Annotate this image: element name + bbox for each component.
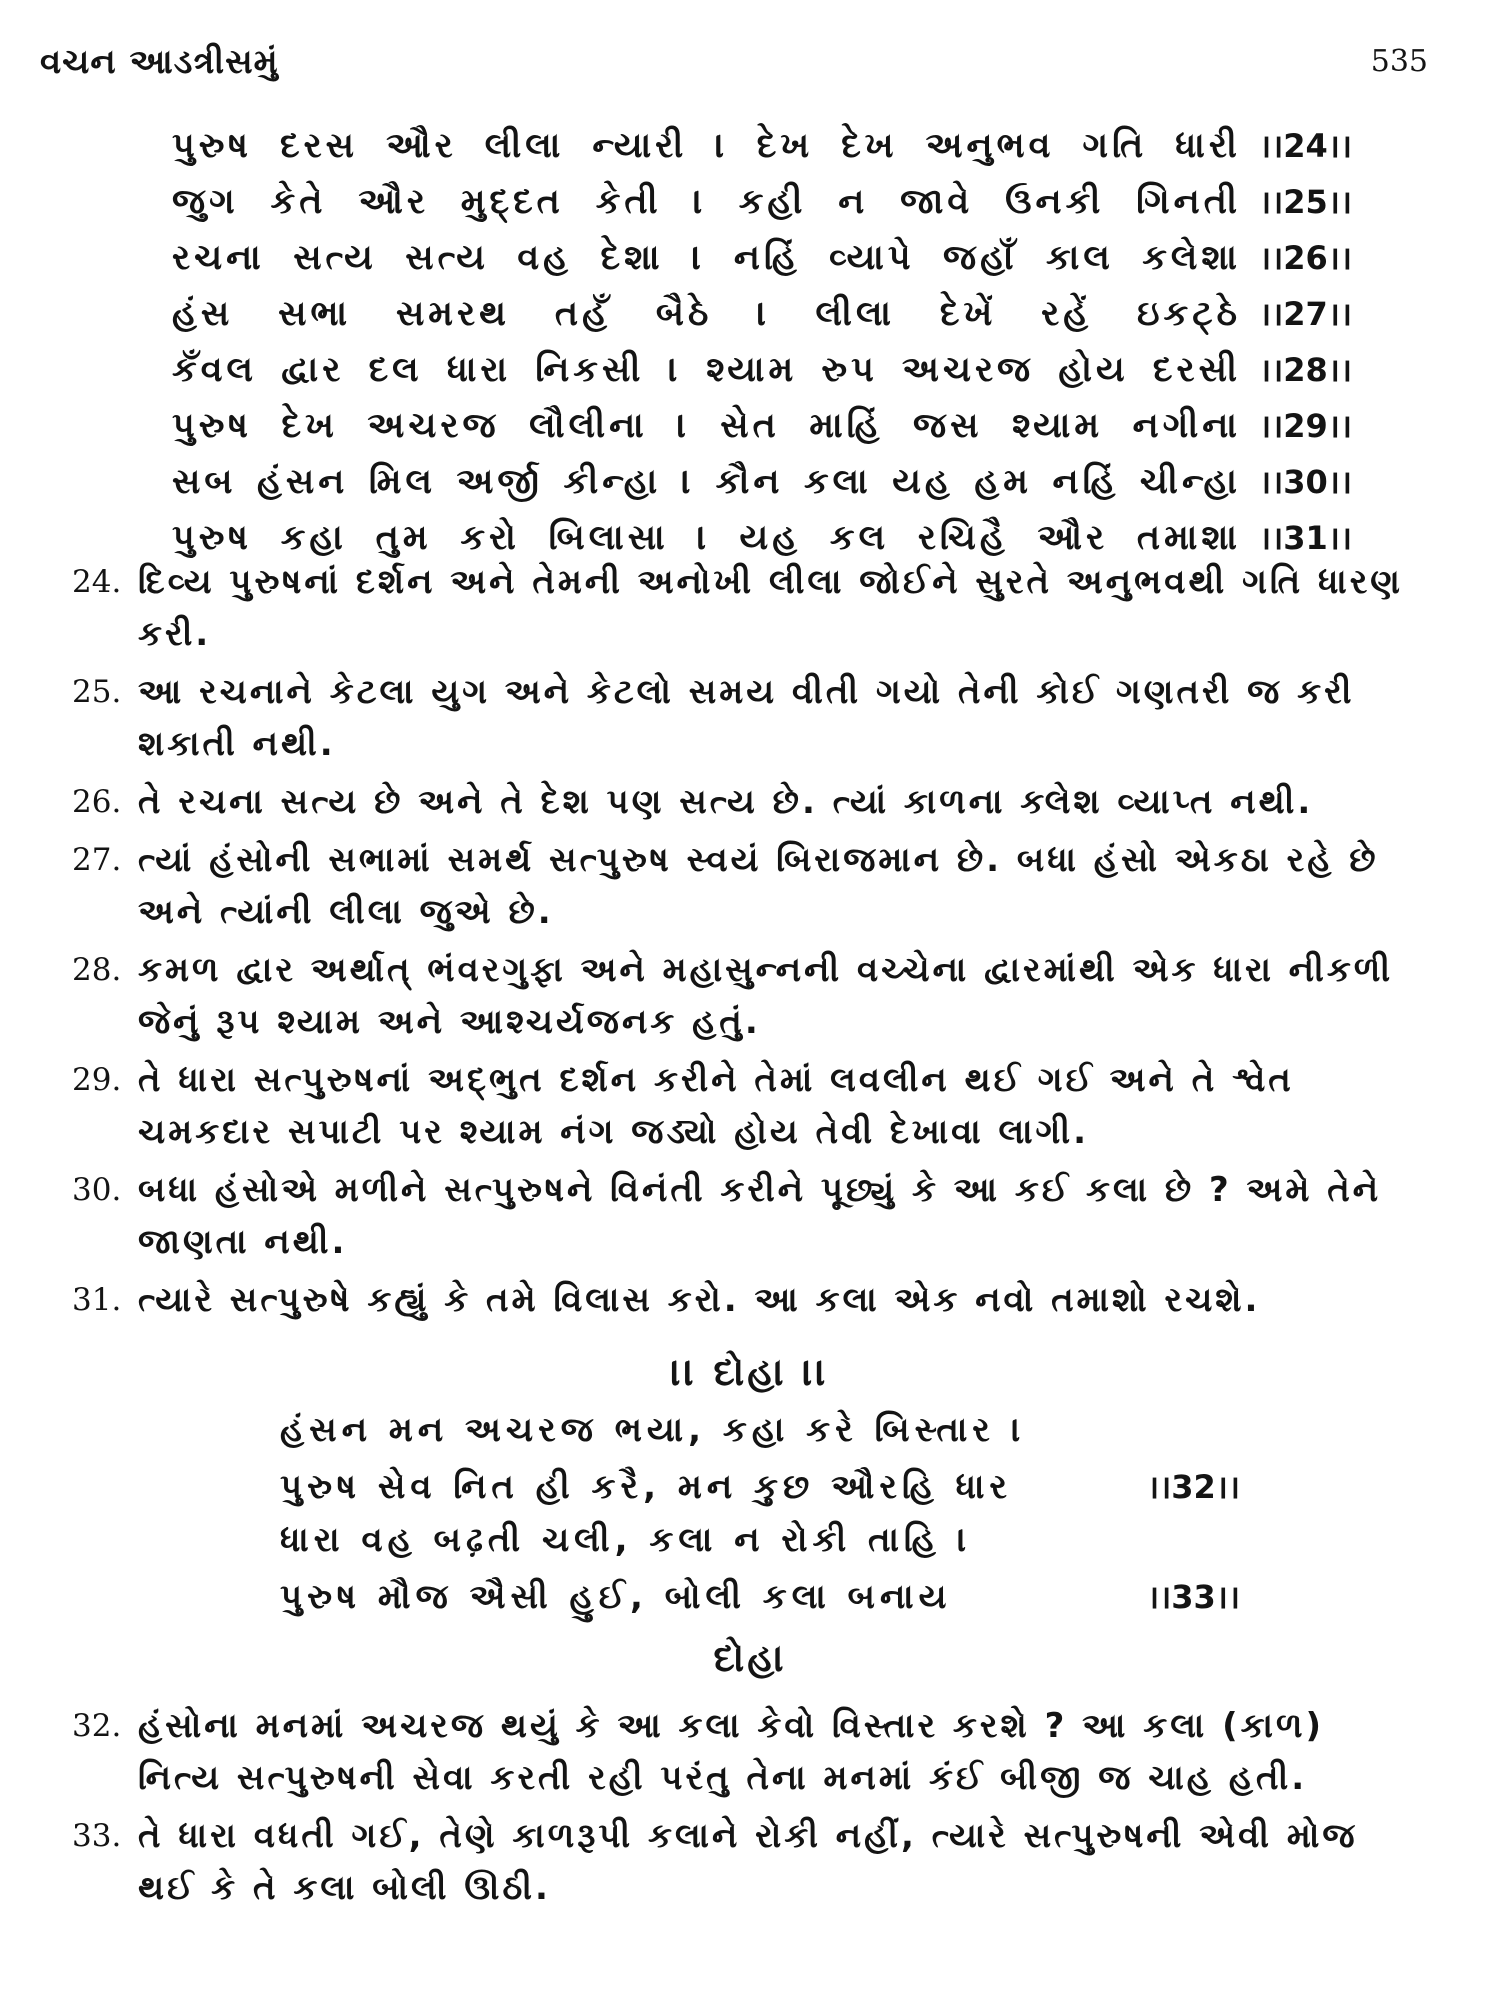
verse-text: જુગ કેતે ઔર મુદ્દત કેતી । કહી ન જાવે ઉનકી ગિનતી: [172, 182, 1241, 222]
explanation-text: તે ધારા સત્પુરુષનાં અદ્‌ભુત દર્શન કરીને તેમાં લવલીન થઈ ગઈ અને તે શ્વેત ચમકદાર સપાટી પર શ્યામ નંગ જડ્યો હોય તેવી દેખાવા લાગી.: [138, 1060, 1294, 1152]
verse-line: [172, 460, 1352, 516]
explanation-number: 25.: [72, 674, 122, 710]
explanation-number: 32.: [72, 1708, 122, 1744]
page-number: 535: [1370, 44, 1428, 79]
verse-text: પુરુષ કહા તુમ કરો બિલાસા । યહ કલ રચિહૈ ઔર તમાશા: [172, 518, 1241, 558]
verse-line: [172, 348, 1352, 404]
verse-number: ।।29।।: [1258, 407, 1352, 445]
explanation-number: 28.: [72, 952, 122, 988]
explanation-item: [72, 556, 1422, 660]
verse-text: કઁવલ દ્વાર દલ ધારા નિકસી । શ્યામ રુપ અચરજ હોય દરસી: [172, 350, 1241, 390]
explanation-item: [72, 666, 1422, 770]
explanation-text: હંસોના મનમાં અચરજ થયું કે આ કલા કેવો વિસ્તાર કરશે ? આ કલા (કાળ) નિત્ય સત્પુરુષની સેવા કરતી રહી પરંતુ તેના મનમાં કંઈ બીજી જ ચાહ હતી.: [138, 1706, 1325, 1798]
verse-number: ।।25।।: [1258, 183, 1352, 221]
verse-text: પુરુષ દેખ અચરજ લૌલીના । સેત માહિં જસ શ્યામ નગીના: [172, 406, 1241, 446]
verse-number: ।।24।।: [1258, 127, 1352, 165]
explanation-number: 27.: [72, 842, 122, 878]
verse-number: ।।30।।: [1258, 463, 1352, 501]
explanation-text: ત્યાં હંસોની સભામાં સમર્થ સત્પુરુષ સ્વયં બિરાજમાન છે. બધા હંસો એકઠા રહે છે અને ત્યાંની લીલા જુએ છે.: [138, 840, 1379, 932]
explanation-text: દિવ્ય પુરુષનાં દર્શન અને તેમની અનોખી લીલા જોઈને સુરતે અનુભવથી ગતિ ધારણ કરી.: [138, 562, 1403, 654]
explanation-number: 31.: [72, 1282, 122, 1318]
running-header: વચન આડત્રીસમું: [40, 42, 279, 82]
verse-text: હંસ સભા સમરથ તહઁ બૈઠે । લીલા દેખેં રહેં ઇકટ્ઠે: [172, 294, 1241, 334]
verse-line: [172, 292, 1352, 348]
doha-line: [280, 1520, 1240, 1575]
explanation-item: [72, 1700, 1422, 1804]
explanations-24-31: [72, 556, 1422, 1332]
explanation-number: 24.: [72, 564, 122, 600]
explanation-item: [72, 1810, 1422, 1914]
doha-line: [280, 1465, 1240, 1520]
explanation-item: [72, 834, 1422, 938]
doha-number: ।।33।।: [1146, 1578, 1240, 1616]
verse-line: [172, 124, 1352, 180]
verse-line: [172, 180, 1352, 236]
explanation-item: [72, 1054, 1422, 1158]
explanation-text: તે ધારા વધતી ગઈ, તેણે કાળરૂપી કલાને રોકી નહીં, ત્યારે સત્પુરુષની એવી મોજ થઈ કે તે કલા બોલી ઊઠી.: [138, 1816, 1358, 1908]
explanation-item: [72, 1164, 1422, 1268]
verse-number: ।।27।।: [1258, 295, 1352, 333]
doha-heading: ।। દોહા ।।: [670, 1350, 830, 1394]
verse-block: [172, 124, 1352, 572]
doha-line: [280, 1575, 1240, 1630]
explanation-item: [72, 1274, 1422, 1326]
explanation-number: 29.: [72, 1062, 122, 1098]
explanation-item: [72, 776, 1422, 828]
doha-line: [280, 1410, 1240, 1465]
explanation-text: તે રચના સત્ય છે અને તે દેશ પણ સત્ય છે. ત્યાં કાળના ક્લેશ વ્યાપ્ત નથી.: [138, 782, 1314, 822]
explanation-number: 26.: [72, 784, 122, 820]
doha-text: હંસન મન અચરજ ભયા, કહા કરે બિસ્તાર ।: [280, 1410, 1026, 1450]
explanations-32-33: [72, 1700, 1422, 1920]
doha-number: ।।32।।: [1146, 1468, 1240, 1506]
explanation-text: ત્યારે સત્પુરુષે કહ્યું કે તમે વિલાસ કરો. આ કલા એક નવો તમાશો રચશે.: [138, 1280, 1261, 1320]
doha-text: પુરુષ મૌજ ઐસી હુઈ, બોલી કલા બનાય: [280, 1577, 952, 1617]
doha-meaning-heading: દોહા: [713, 1636, 787, 1680]
verse-text: રચના સત્ય સત્ય વહ દેશા । નહિં વ્યાપે જહાઁ કાલ કલેશા: [172, 238, 1241, 278]
doha-block: [280, 1410, 1240, 1630]
doha-text: પુરુષ સેવ નિત હી કરૈ, મન કુછ ઔરહિ ધાર: [280, 1467, 1012, 1507]
verse-number: ।।31।।: [1258, 519, 1352, 557]
explanation-text: કમળ દ્વાર અર્થાત્ ભંવરગુફા અને મહાસુન્નની વચ્ચેના દ્વારમાંથી એક ધારા નીકળી જેનું રૂપ શ્યામ અને આશ્ચર્યજનક હતું.: [138, 950, 1394, 1042]
explanation-number: 33.: [72, 1818, 122, 1854]
explanation-text: આ રચનાને કેટલા યુગ અને કેટલો સમય વીતી ગયો તેની કોઈ ગણતરી જ કરી શકાતી નથી.: [138, 672, 1355, 764]
verse-number: ।।26।।: [1258, 239, 1352, 277]
verse-line: [172, 404, 1352, 460]
explanation-text: બધા હંસોએ મળીને સત્પુરુષને વિનંતી કરીને પૂછ્યું કે આ કઈ કલા છે ? અમે તેને જાણતા નથી.: [138, 1170, 1382, 1262]
doha-text: ધારા વહ બઢ઼તી ચલી, કલા ન રોકી તાહિ ।: [280, 1520, 972, 1560]
verse-text: પુરુષ દરસ ઔર લીલા ન્યારી । દેખ દેખ અનુભવ ગતિ ધારી: [172, 126, 1241, 166]
explanation-number: 30.: [72, 1172, 122, 1208]
explanation-item: [72, 944, 1422, 1048]
verse-text: સબ હંસન મિલ અર્જી કીન્હા । કૌન કલા યહ હમ નહિં ચીન્હા: [172, 462, 1241, 502]
verse-number: ।।28।।: [1258, 351, 1352, 389]
verse-line: [172, 236, 1352, 292]
